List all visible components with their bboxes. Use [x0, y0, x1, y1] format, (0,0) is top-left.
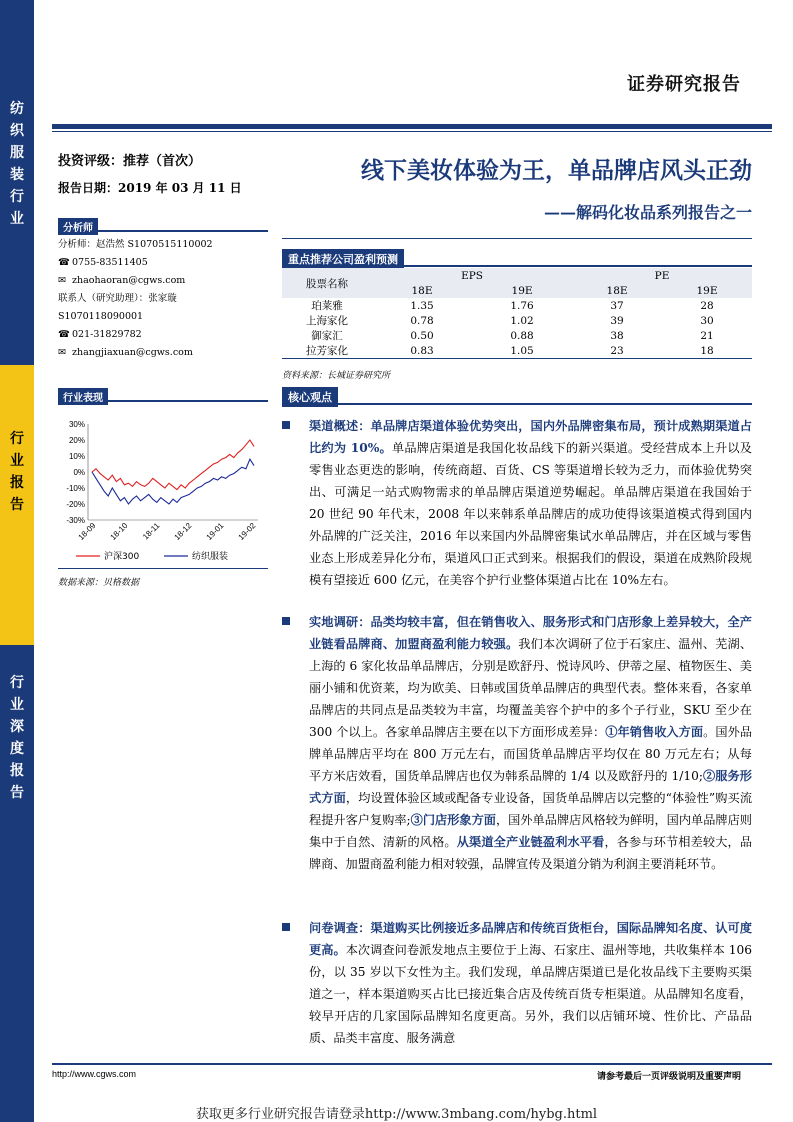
report-type: 证券研究报告	[627, 74, 741, 95]
y-tick-label: -20%	[66, 500, 85, 509]
x-tick-label: 18-12	[172, 521, 194, 542]
bullet-icon	[282, 923, 290, 931]
bottom-download-link[interactable]: 获取更多行业研究报告请登录http://www.3mbang.com/hybg.html	[195, 1107, 598, 1122]
table-row: 拉芳家化 0.83 1.05 23 18	[282, 343, 752, 359]
industry-performance-chart	[58, 388, 270, 568]
left-column	[58, 150, 268, 362]
legend-label: 纺织服装	[192, 552, 229, 562]
contact-email: ✉ zhangjiaxuan@cgws.com	[58, 344, 268, 362]
analyst-name: 分析师：赵浩然 S1070515110002	[58, 239, 213, 250]
sidebar-industry-label: 纺 织 服 装 行 业	[10, 101, 24, 227]
x-tick-label: 18-09	[76, 521, 98, 542]
mail-icon: ✉	[58, 347, 66, 358]
title-rule	[282, 238, 752, 239]
header-rule	[52, 124, 772, 129]
performance-line-chart	[58, 402, 270, 564]
footer-url[interactable]: http://www.cgws.com	[52, 1069, 137, 1079]
contact-name: 联系人（研究助理）：张家璇	[58, 293, 177, 304]
series-line-1	[92, 440, 254, 490]
y-tick-label: -10%	[66, 484, 85, 493]
phone-icon: ☎	[58, 329, 70, 340]
x-tick-label: 18-10	[108, 521, 130, 542]
table-row: 御家汇 0.50 0.88 38 21	[311, 329, 714, 342]
investment-rating: 投资评级：推荐（首次）	[58, 154, 202, 169]
analyst-email: ✉ zhaohaoran@cgws.com	[58, 272, 268, 290]
sidebar-report-label: 行 业 报 告	[10, 431, 24, 513]
x-tick-label: 18-11	[140, 521, 162, 542]
table-row: 上海家化 0.78 1.02 39 30	[306, 314, 714, 327]
x-tick-label: 19-01	[204, 521, 226, 542]
sidebar-depth-label: 行 业 深 度 报 告	[10, 675, 24, 801]
y-tick-label: 10%	[68, 452, 85, 461]
table-row: 珀莱雅 1.35 1.76 37 28	[311, 299, 714, 312]
header-rule-thin	[52, 131, 772, 132]
page-subtitle: ——解码化妆品系列报告之一	[543, 203, 752, 222]
y-tick-label: -30%	[66, 516, 85, 525]
mail-icon: ✉	[58, 275, 66, 286]
chart-bottom-rule	[58, 568, 268, 569]
profit-table-header: 重点推荐公司盈利预测	[282, 249, 752, 267]
contact-phone: ☎ 021-31829782	[58, 326, 268, 344]
report-date: 报告日期：2019 年 03 月 11 日	[58, 181, 242, 195]
y-tick-label: 30%	[68, 420, 85, 429]
page-title: 线下美妆体验为王，单品牌店风头正劲	[361, 157, 752, 184]
legend-label: 沪深300	[104, 552, 140, 562]
core-view-header: 核心观点	[282, 387, 752, 405]
profit-forecast-table	[282, 268, 752, 359]
paragraph-survey: 问卷调查：渠道购买比例接近多品牌店和传统百货柜台，国际品牌知名度、认可度更高。本次调查问卷派发地点主要位于上海、石家庄、温州等地，共收集样本 106 份，以 35 岁以下女性为主。我们发现，单品牌店渠道已是化妆品线下主要购买渠道之一，样本渠道购买占比已接近集合店及传统百货专柜渠道。从品牌知名度看，较早开店的几家国际品牌知名度更高。另外，我们以店铺环境、性价比、产品品质、品类丰富度、服务满意	[282, 917, 752, 1049]
phone-icon: ☎	[58, 257, 70, 268]
y-tick-label: 20%	[68, 436, 85, 445]
table-subheader-row: 18E 19E 18E 19E	[282, 283, 752, 298]
table-source: 资料来源：长城证券研究所	[282, 371, 391, 381]
analyst-section-header: 分析师	[58, 218, 268, 232]
footer-rule	[52, 1063, 772, 1065]
analyst-phone: ☎ 0755-83511405	[58, 254, 268, 272]
chart-source: 数据来源：贝格数据	[58, 578, 140, 588]
footer-note: 请参考最后一页评级说明及重要声明	[596, 1072, 741, 1082]
x-tick-label: 19-02	[236, 521, 258, 542]
table-header-row: 股票名称 EPS PE	[282, 268, 752, 283]
bullet-icon	[282, 617, 290, 625]
paragraph-field-research: 实地调研：品类均较丰富，但在销售收入、服务形式和门店形象上差异较大，全产业链看品牌商、加盟商盈利能力较强。我们本次调研了位于石家庄、温州、芜湖、上海的 6 家化妆品单品牌店，分别是欧舒丹、悦诗风吟、伊蒂之屋、植物医生、美丽小铺和优资莱，均为欧美、日韩或国货单品牌店的典型代表。整体来看，各家单品牌店的共同点是品类较为丰富，均覆盖美容个护中的多个子行业，SKU 至少在 300 个以上。各家单品牌店主要在以下方面形成差异：①年销售收入方面。国外品牌单品牌店平均在 800 万元左右，而国货单品牌店平均仅在 80 万元左右；从每平方米店效看，国货单品牌店也仅为韩系品牌的 1/4 以及欧舒丹的 1/10;②服务形式方面，均设置体验区域或配备专业设备，国货单品牌店以完整的“体验性”购买流程提升客户复购率;③门店形象方面，国外单品牌店风格较为鲜明，国内单品牌店则集中于自然、清新的风格。从渠道全产业链盈利水平看，各参与环节相差较大，品牌商、加盟商盈利能力相对较强，品牌宣传及渠道分销为利润主要消耗环节。	[282, 611, 752, 875]
contact-id: S1070118090001	[58, 311, 144, 322]
bullet-icon	[282, 421, 290, 429]
perf-section-header: 行业表现	[58, 388, 270, 402]
analyst-info	[58, 236, 268, 362]
paragraph-channel-overview: 渠道概述：单品牌店渠道体验优势突出，国内外品牌密集布局，预计成熟期渠道占比约为 10%。单品牌店渠道是我国化妆品线下的新兴渠道。受经营成本上升以及零售业态更迭的影响，传统商超、百货、CS 等渠道增长较为乏力，而体验优势突出、可满足一站式购物需求的单品牌店渠道逆势崛起。单品牌店渠道在我国始于 20 世纪 90 年代末，2008 年以来韩系单品牌店的成功使得该渠道模式得到国内外品牌的广泛关注，2016 年以来国内外品牌密集试水单品牌店，并在区域与零售业态上形成差异化分布，渠道风口正式到来。根据我们的假设，渠道在成熟阶段规模有望接近 600 亿元，在美容个护行业整体渠道占比在 10%左右。	[282, 415, 752, 591]
y-tick-label: 0%	[73, 468, 85, 477]
